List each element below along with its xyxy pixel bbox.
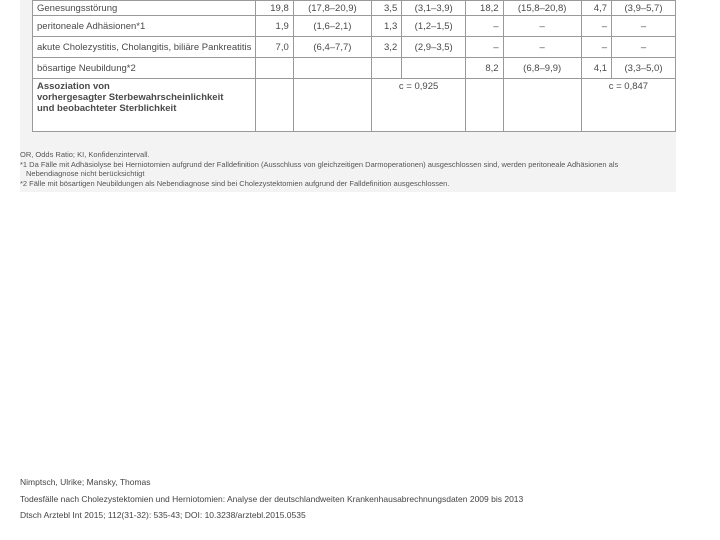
table-row — [33, 1, 676, 16]
confidence-interval-cell: (3,9–5,7) — [612, 1, 676, 16]
empty-cell — [503, 79, 581, 132]
odds-ratio-cell: 18,2 — [466, 1, 503, 16]
odds-ratio-cell: 4,7 — [581, 1, 611, 16]
confidence-interval-cell: (2,9–3,5) — [402, 37, 466, 58]
citation — [20, 474, 523, 524]
association-label-line: Assoziation von — [37, 81, 110, 92]
footnote-abbreviations: OR, Odds Ratio; KI, Konfidenzintervall. — [20, 150, 150, 159]
confidence-interval-cell: (1,2–1,5) — [402, 16, 466, 37]
confidence-interval-cell: – — [612, 37, 676, 58]
citation-title: Todesfälle nach Cholezystektomien und Herniotomien: Analyse der deutschlandweiten Krankenhausabrechnungsdaten 2009 bis 2013 — [20, 493, 524, 504]
row-label: peritoneale Adhäsionen*1 — [33, 16, 256, 37]
confidence-interval-cell: (17,8–20,9) — [293, 1, 371, 16]
odds-ratio-cell: 8,2 — [466, 58, 503, 79]
odds-ratio-cell: 1,3 — [372, 16, 402, 37]
confidence-interval-cell: – — [503, 37, 581, 58]
table-row — [33, 58, 676, 79]
odds-ratio-cell: – — [466, 16, 503, 37]
odds-ratio-cell: 7,0 — [256, 37, 293, 58]
confidence-interval-cell: (15,8–20,8) — [503, 1, 581, 16]
odds-ratio-cell: – — [581, 37, 611, 58]
odds-ratio-cell: 4,1 — [581, 58, 611, 79]
c-statistic-cell: c = 0,925 — [372, 79, 466, 132]
table-footnotes — [20, 150, 676, 188]
odds-ratio-cell — [256, 58, 293, 79]
odds-ratio-cell: – — [581, 16, 611, 37]
citation-journal: Dtsch Arztebl Int 2015; 112(31-32): 535-43; DOI: 10.3238/arztebl.2015.0535 — [20, 510, 306, 520]
odds-ratio-cell: 1,9 — [256, 16, 293, 37]
row-label: akute Cholezystitis, Cholangitis, biliäre Pankreatitis — [33, 37, 256, 58]
table-figure — [20, 0, 676, 192]
row-label: Genesungsstörung — [33, 1, 256, 16]
data-table — [32, 0, 676, 132]
c-statistic-cell: c = 0,847 — [581, 79, 675, 132]
confidence-interval-cell: (3,1–3,9) — [402, 1, 466, 16]
confidence-interval-cell: (6,4–7,7) — [293, 37, 371, 58]
footnote-1-continued: Nebendiagnose nicht berücksichtigt — [26, 169, 145, 178]
empty-cell — [293, 79, 371, 132]
confidence-interval-cell: – — [503, 16, 581, 37]
confidence-interval-cell — [293, 58, 371, 79]
odds-ratio-cell: 3,5 — [372, 1, 402, 16]
row-label: bösartige Neubildung*2 — [33, 58, 256, 79]
table-row — [33, 16, 676, 37]
confidence-interval-cell: (6,8–9,9) — [503, 58, 581, 79]
confidence-interval-cell — [402, 58, 466, 79]
footnote-2: *2 Fälle mit bösartigen Neubildungen als Nebendiagnose sind bei Cholezystektomien aufgrund der Falldefinition ausgeschlossen. — [20, 178, 450, 188]
confidence-interval-cell: (3,3–5,0) — [612, 58, 676, 79]
association-label-line: und beobachteter Sterblichkeit — [37, 103, 177, 114]
odds-ratio-cell — [372, 58, 402, 79]
table-row — [33, 37, 676, 58]
association-label-line: vorhergesagter Sterbewahrscheinlichkeit — [37, 92, 224, 103]
table-row-association — [33, 79, 676, 132]
odds-ratio-cell: 3,2 — [372, 37, 402, 58]
citation-authors: Nimptsch, Ulrike; Mansky, Thomas — [20, 477, 151, 487]
footnote-1: *1 Da Fälle mit Adhäsiolyse bei Herniotomien aufgrund der Falldefinition (Ausschluss von gleichzeitigen Darmoperationen) ausgeschlossen sind, werden peritoneale Adhäsionen als — [20, 159, 619, 169]
empty-cell — [466, 79, 503, 132]
empty-cell — [256, 79, 293, 132]
odds-ratio-cell: – — [466, 37, 503, 58]
odds-ratio-cell: 19,8 — [256, 1, 293, 16]
association-label — [33, 79, 256, 132]
confidence-interval-cell: – — [612, 16, 676, 37]
confidence-interval-cell: (1,6–2,1) — [293, 16, 371, 37]
